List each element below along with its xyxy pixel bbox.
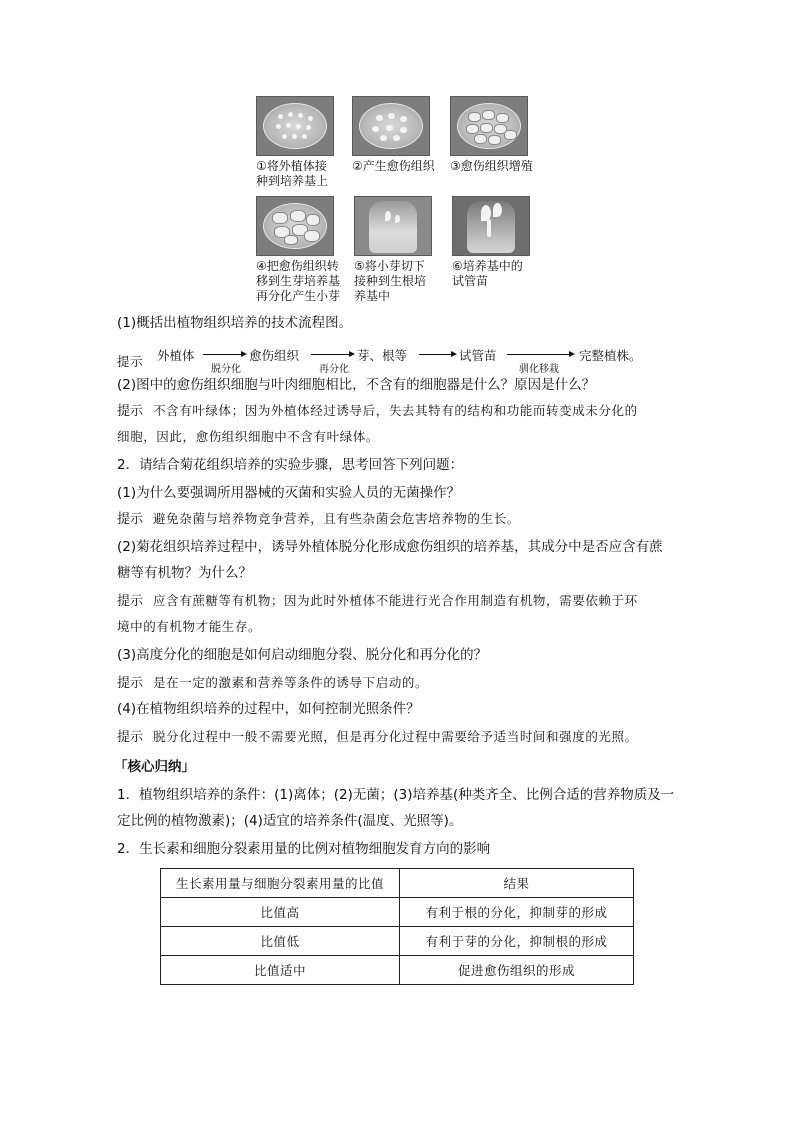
figure-caption-line: 试管苗 xyxy=(452,274,489,288)
figure-caption-line: ④把愈伤组织转 xyxy=(256,259,339,273)
hint-label: 提示 xyxy=(117,730,144,745)
figure-6 xyxy=(452,196,530,289)
core-point-2: 2．生长素和细胞分裂素用量的比例对植物细胞发育方向的影响 xyxy=(117,841,491,857)
figure-caption-line: ⑤将小芽切下 xyxy=(354,259,425,273)
hint-label: 提示 xyxy=(117,404,144,419)
section-2-answer-1 xyxy=(117,510,520,529)
petri-dish-photo-3 xyxy=(450,96,528,156)
table-row xyxy=(161,898,634,927)
flow-arrow-label: 再分化 xyxy=(319,364,349,375)
section-2-answer-2-line-2: 境中的有机物才能生存。 xyxy=(117,619,262,634)
figure-5 xyxy=(354,196,432,304)
table-cell: 促进愈伤组织的形成 xyxy=(400,956,634,985)
figure-caption-line: ①将外植体接 xyxy=(256,159,327,173)
table-cell: 比值适中 xyxy=(161,956,400,985)
flow-arrow xyxy=(203,354,245,375)
section-2-question-2-line-2: 糖等有机物？为什么？ xyxy=(117,565,252,581)
figure-caption-line: ⑥培养基中的 xyxy=(452,259,523,273)
table-header-cell: 结果 xyxy=(400,869,634,898)
flask-photo-6 xyxy=(452,196,530,256)
flow-arrow xyxy=(507,354,573,375)
hint-label: 提示 xyxy=(117,354,144,369)
table-cell: 比值高 xyxy=(161,898,400,927)
petri-dish-photo-1 xyxy=(256,96,334,156)
table-header-cell: 生长素用量与细胞分裂素用量的比值 xyxy=(161,869,400,898)
core-point-1-line-1: 1．植物组织培养的条件：(1)离体；(2)无菌；(3)培养基(种类齐全、比例合适的营养物质及一 xyxy=(117,787,675,803)
petri-dish-photo-2 xyxy=(352,96,430,156)
figure-1 xyxy=(256,96,334,189)
figure-caption-line: 再分化产生小芽 xyxy=(256,289,341,303)
table-header-row xyxy=(161,869,634,898)
answer-text: 应含有蔗糖等有机物；因为此时外植体不能进行光合作用制造有机物，需要依赖于环 xyxy=(153,593,638,608)
core-summary-title: 「核心归纳」 xyxy=(114,759,195,775)
flow-arrow xyxy=(311,354,353,375)
answer-text: 脱分化过程中一般不需要光照，但是再分化过程中需要给予适当时间和强度的光照。 xyxy=(153,729,638,744)
table-row xyxy=(161,927,634,956)
table-cell: 有利于根的分化，抑制芽的形成 xyxy=(400,898,634,927)
flask-photo-5 xyxy=(354,196,432,256)
hint-label: 提示 xyxy=(117,676,144,691)
table-cell: 比值低 xyxy=(161,927,400,956)
answer-2-line-2: 细胞，因此，愈伤组织细胞中不含有叶绿体。 xyxy=(117,429,380,444)
table-row xyxy=(161,956,634,985)
section-2-answer-4 xyxy=(117,728,638,747)
section-2-heading: 2．请结合菊花组织培养的实验步骤，思考回答下列问题： xyxy=(117,457,464,473)
flow-arrow-label: 驯化移栽 xyxy=(519,364,559,375)
petri-dish-photo-4 xyxy=(256,196,334,256)
figure-caption-line: 养基中 xyxy=(354,289,391,303)
hint-label: 提示 xyxy=(117,512,144,527)
flow-node-explant: 外植体 xyxy=(157,348,195,363)
hormone-ratio-table xyxy=(160,868,634,985)
figure-caption-line: 种到培养基上 xyxy=(256,174,329,188)
section-2-question-2-line-1: (2)菊花组织培养过程中，诱导外植体脱分化形成愈伤组织的培养基，其成分中是否应含有蔗 xyxy=(117,539,663,555)
figure-caption-line: ③愈伤组织增殖 xyxy=(450,159,533,173)
figure-3 xyxy=(450,96,533,174)
hint-label: 提示 xyxy=(117,594,144,609)
figure-caption-line: 接种到生根培 xyxy=(354,274,427,288)
figure-2 xyxy=(352,96,435,174)
section-2-answer-3 xyxy=(117,674,428,693)
flow-node-buds-roots: 芽、根等 xyxy=(357,348,408,363)
figure-4 xyxy=(256,196,340,304)
core-point-1-line-2: 定比例的植物激素)；(4)适宜的培养条件(温度、光照等)。 xyxy=(117,813,463,829)
flow-arrow-label: 脱分化 xyxy=(211,364,241,375)
figure-caption-line: ②产生愈伤组织 xyxy=(352,159,435,173)
answer-2-line-1 xyxy=(117,402,638,421)
section-2-question-4: (4)在植物组织培养的过程中，如何控制光照条件？ xyxy=(117,701,420,717)
answer-text: 不含有叶绿体；因为外植体经过诱导后，失去其特有的结构和功能而转变成未分化的 xyxy=(153,403,638,418)
answer-text: 避免杂菌与培养物竞争营养，且有些杂菌会危害培养物的生长。 xyxy=(153,511,520,526)
section-2-answer-2-line-1 xyxy=(117,592,638,611)
flow-node-callus: 愈伤组织 xyxy=(249,348,300,363)
flow-node-complete-plant: 完整植株。 xyxy=(579,348,642,363)
answer-text: 是在一定的激素和营养等条件的诱导下启动的。 xyxy=(153,675,429,690)
question-2: (2)图中的愈伤组织细胞与叶肉细胞相比，不含有的细胞器是什么？原因是什么？ xyxy=(117,377,596,393)
flow-node-plantlet: 试管苗 xyxy=(459,348,497,363)
section-2-question-3: (3)高度分化的细胞是如何启动细胞分裂、脱分化和再分化的？ xyxy=(117,647,488,663)
figure-caption-line: 移到生芽培养基 xyxy=(256,274,341,288)
flow-arrow xyxy=(419,354,455,355)
section-2-question-1: (1)为什么要强调所用器械的灭菌和实验人员的无菌操作？ xyxy=(117,485,461,501)
question-1: (1)概括出植物组织培养的技术流程图。 xyxy=(117,315,353,331)
table-cell: 有利于芽的分化，抑制根的形成 xyxy=(400,927,634,956)
